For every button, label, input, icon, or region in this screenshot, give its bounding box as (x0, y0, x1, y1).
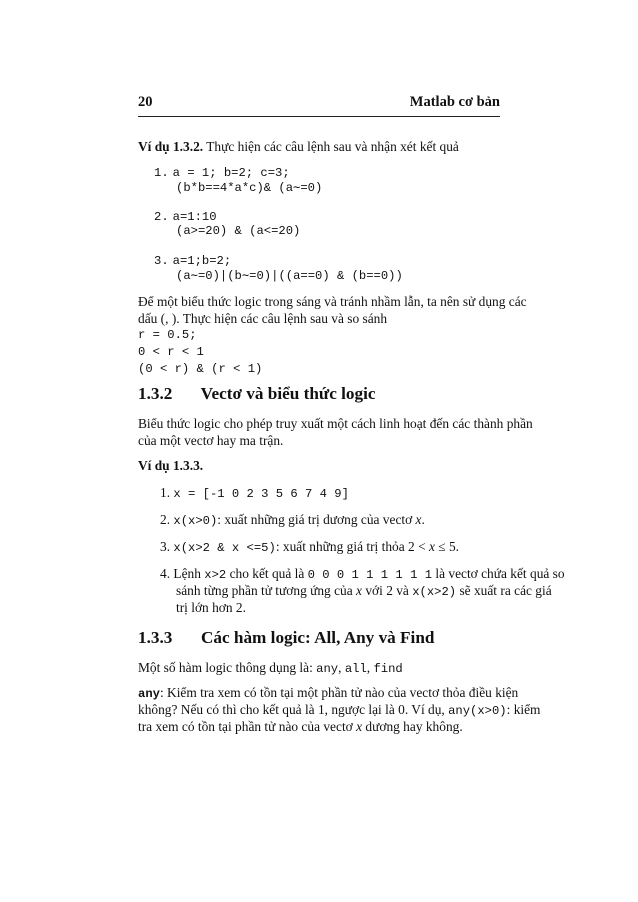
code-span: any (316, 662, 339, 676)
example-132-heading (138, 138, 459, 155)
paragraph-text: : kiểm (506, 702, 541, 717)
item-text: : xuất những giá trị thỏa 2 < (275, 539, 429, 554)
running-title: Matlab cơ bản (409, 94, 500, 110)
code-span: x = [-1 0 2 3 5 6 7 4 9] (173, 487, 349, 501)
section-heading (138, 384, 376, 404)
item-text: với 2 và (362, 583, 413, 598)
code-line: a = 1; b=2; c=3; (172, 166, 290, 180)
page-number: 20 (138, 94, 153, 110)
example-132-item-1 (154, 163, 290, 181)
code-span: all (344, 662, 367, 676)
item-text: : xuất những giá trị dương của vectơ (217, 512, 416, 527)
code-line: 0 < r < 1 (138, 345, 204, 359)
section-title: Vectơ và biểu thức logic (200, 384, 376, 403)
code-span: x(x>0) (173, 514, 218, 528)
paragraph-text: : Kiểm tra xem có tồn tại một phần tử nào của vectơ thỏa điều kiện (159, 685, 519, 700)
paragraph-line: Để một biểu thức logic trong sáng và tránh nhầm lẫn, ta nên sử dụng các (138, 294, 527, 309)
paragraph-text: Một số hàm logic thông dụng là: (138, 660, 317, 675)
paragraph-line (138, 718, 463, 735)
math-var: x (415, 512, 422, 527)
code-line: (0 < r) & (r < 1) (138, 362, 263, 376)
example-label: Ví dụ 1.3.3. (138, 458, 204, 473)
item-number: 4. (160, 566, 171, 581)
code-line: (a∼=0)|(b∼=0)|((a==0) & (b==0)) (176, 269, 403, 283)
code-span: find (373, 662, 403, 676)
list-item (160, 484, 349, 503)
code-line: a=1;b=2; (172, 254, 232, 268)
example-text: Thực hiện các câu lệnh sau và nhận xét kết quả (206, 139, 459, 154)
item-number: 3. (154, 254, 169, 268)
item-text: ≤ 5. (434, 539, 460, 554)
paragraph-text: không? Nếu có thì cho kết quả là 1, ngược lại là 0. Ví dụ, (138, 702, 449, 717)
item-number: 3. (160, 539, 171, 554)
separator: , (338, 660, 345, 675)
code-line: (a>=20) & (a<=20) (176, 224, 301, 238)
code-span: x>2 (204, 568, 227, 582)
code-line: a=1:10 (172, 210, 217, 224)
item-text: là vectơ chứa kết quả so (432, 566, 565, 581)
code-span: x(x>2 & x <=5) (173, 541, 276, 555)
item-text: . (421, 512, 425, 527)
section-heading (138, 628, 434, 648)
item-text: sẽ xuất ra các giá (456, 583, 552, 598)
item-number: 1. (154, 166, 169, 180)
section-title: Các hàm logic: All, Any và Find (200, 628, 435, 647)
code-line: r = 0.5; (138, 328, 197, 342)
item-text: cho kết quả là (226, 566, 308, 581)
item-number: 2. (154, 210, 169, 224)
paragraph-line (138, 659, 403, 678)
item-text: sánh từng phần tử tương ứng của (176, 583, 357, 598)
section-number: 1.3.2 (138, 384, 173, 403)
code-line: (b*b==4*a*c)& (a∼=0) (176, 181, 323, 195)
example-132-item-3 (154, 251, 231, 269)
header-rule (138, 116, 500, 117)
math-var: x (356, 719, 363, 734)
list-item (160, 511, 425, 530)
paragraph-text: tra xem có tồn tại phần tử nào của vectơ (138, 719, 357, 734)
item-number: 1. (160, 485, 171, 500)
paragraph-line: của một vectơ hay ma trận. (138, 433, 284, 448)
separator: , (366, 660, 374, 675)
math-var: x (356, 583, 362, 598)
example-132-item-2 (154, 207, 217, 225)
math-var: x (428, 539, 435, 554)
paragraph-text: dương hay không. (362, 719, 463, 734)
code-span: any(x>0) (448, 704, 507, 718)
code-span: 0 0 0 1 1 1 1 1 1 (307, 568, 433, 582)
list-item (160, 538, 459, 557)
paragraph-line: dấu (, ). Thực hiện các câu lệnh sau và so sánh (138, 311, 388, 326)
example-label: Ví dụ 1.3.2. (138, 139, 204, 154)
paragraph-line: Biểu thức logic cho phép truy xuất một cách linh hoạt đến các thành phần (138, 416, 533, 431)
item-text: Lệnh (173, 566, 205, 581)
list-item-continuation: trị lớn hơn 2. (176, 600, 246, 615)
code-span: x(x>2) (412, 585, 457, 599)
item-number: 2. (160, 512, 171, 527)
section-number: 1.3.3 (138, 628, 173, 647)
code-span: any (138, 687, 160, 701)
